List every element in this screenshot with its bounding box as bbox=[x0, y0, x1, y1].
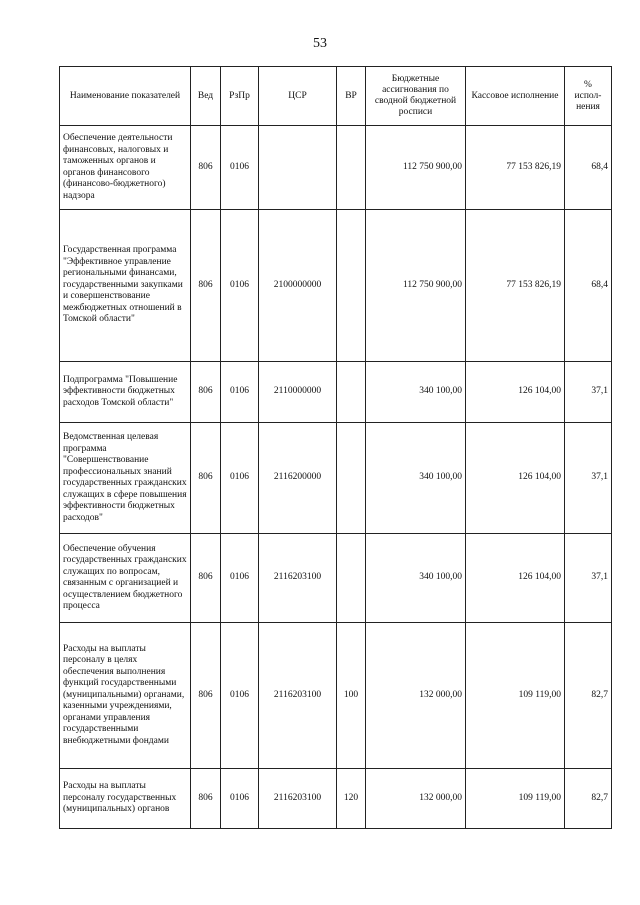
row-assignments: 112 750 900,00 bbox=[366, 210, 466, 362]
row-name: Подпрограмма "Повышение эффективности бюджетных расходов Томской области" bbox=[60, 362, 191, 423]
row-assignments: 112 750 900,00 bbox=[366, 126, 466, 210]
row-rzpr: 0106 bbox=[221, 126, 259, 210]
row-percent: 82,7 bbox=[565, 769, 612, 829]
row-rzpr: 0106 bbox=[221, 362, 259, 423]
table-row bbox=[60, 210, 612, 362]
row-assignments: 340 100,00 bbox=[366, 362, 466, 423]
row-percent: 82,7 bbox=[565, 623, 612, 769]
row-assignments: 340 100,00 bbox=[366, 534, 466, 623]
table-row bbox=[60, 362, 612, 423]
header-assignments: Бюджетные ассигнования по сводной бюджетной росписи bbox=[366, 67, 466, 126]
header-percent bbox=[565, 67, 612, 126]
row-name: Обеспечение обучения государственных гражданских служащих по вопросам, связанным с организацией и осуществлением бюджетного процесса bbox=[60, 534, 191, 623]
row-name: Расходы на выплаты персоналу государственных (муниципальных) органов bbox=[60, 769, 191, 829]
header-percent-symbol: % bbox=[584, 79, 592, 90]
page-number: 53 bbox=[313, 36, 327, 51]
table-header-row bbox=[60, 67, 612, 126]
row-percent: 37,1 bbox=[565, 534, 612, 623]
row-cash: 126 104,00 bbox=[466, 534, 565, 623]
row-rzpr: 0106 bbox=[221, 423, 259, 534]
table-row bbox=[60, 534, 612, 623]
row-percent: 68,4 bbox=[565, 210, 612, 362]
row-ved: 806 bbox=[191, 362, 221, 423]
row-name: Обеспечение деятельности финансовых, налоговых и таможенных органов и органов финансового (финансово-бюджетного) надзора bbox=[60, 126, 191, 210]
row-ved: 806 bbox=[191, 210, 221, 362]
row-csr: 2116200000 bbox=[259, 423, 337, 534]
row-csr: 2116203100 bbox=[259, 623, 337, 769]
header-percent-label: испол-нения bbox=[574, 90, 602, 112]
row-name: Ведомственная целевая программа "Совершенствование профессиональных знаний государственных гражданских служащих в сфере повышения эффективности бюджетных расходов" bbox=[60, 423, 191, 534]
table-row bbox=[60, 769, 612, 829]
table-row bbox=[60, 623, 612, 769]
row-assignments: 132 000,00 bbox=[366, 769, 466, 829]
row-assignments: 132 000,00 bbox=[366, 623, 466, 769]
header-ved: Вед bbox=[191, 67, 221, 126]
header-name: Наименование показателей bbox=[60, 67, 191, 126]
row-csr: 2100000000 bbox=[259, 210, 337, 362]
row-vr bbox=[337, 126, 366, 210]
row-cash: 77 153 826,19 bbox=[466, 126, 565, 210]
row-rzpr: 0106 bbox=[221, 769, 259, 829]
row-rzpr: 0106 bbox=[221, 623, 259, 769]
row-percent: 68,4 bbox=[565, 126, 612, 210]
row-cash: 126 104,00 bbox=[466, 423, 565, 534]
row-percent: 37,1 bbox=[565, 362, 612, 423]
row-vr bbox=[337, 534, 366, 623]
header-csr: ЦСР bbox=[259, 67, 337, 126]
budget-table bbox=[59, 66, 612, 829]
row-vr bbox=[337, 210, 366, 362]
row-name: Расходы на выплаты персоналу в целях обеспечения выполнения функций государственными (муниципальными) органами, казенными учреждениями, органами управления государственными внебюджетными фондами bbox=[60, 623, 191, 769]
header-vr: ВР bbox=[337, 67, 366, 126]
row-cash: 109 119,00 bbox=[466, 623, 565, 769]
row-csr: 2116203100 bbox=[259, 534, 337, 623]
row-assignments: 340 100,00 bbox=[366, 423, 466, 534]
row-ved: 806 bbox=[191, 769, 221, 829]
row-percent: 37,1 bbox=[565, 423, 612, 534]
row-ved: 806 bbox=[191, 126, 221, 210]
row-ved: 806 bbox=[191, 534, 221, 623]
header-cash-execution: Кассовое исполнение bbox=[466, 67, 565, 126]
table-row bbox=[60, 423, 612, 534]
row-vr bbox=[337, 423, 366, 534]
row-ved: 806 bbox=[191, 623, 221, 769]
row-cash: 126 104,00 bbox=[466, 362, 565, 423]
row-cash: 109 119,00 bbox=[466, 769, 565, 829]
row-vr bbox=[337, 362, 366, 423]
header-rzpr: РзПр bbox=[221, 67, 259, 126]
row-vr: 120 bbox=[337, 769, 366, 829]
table-row bbox=[60, 126, 612, 210]
row-name: Государственная программа "Эффективное управление региональными финансами, государственными закупками и совершенствование межбюджетных отношений в Томской области" bbox=[60, 210, 191, 362]
row-rzpr: 0106 bbox=[221, 534, 259, 623]
row-csr: 2110000000 bbox=[259, 362, 337, 423]
row-ved: 806 bbox=[191, 423, 221, 534]
row-rzpr: 0106 bbox=[221, 210, 259, 362]
row-vr: 100 bbox=[337, 623, 366, 769]
row-cash: 77 153 826,19 bbox=[466, 210, 565, 362]
row-csr bbox=[259, 126, 337, 210]
row-csr: 2116203100 bbox=[259, 769, 337, 829]
